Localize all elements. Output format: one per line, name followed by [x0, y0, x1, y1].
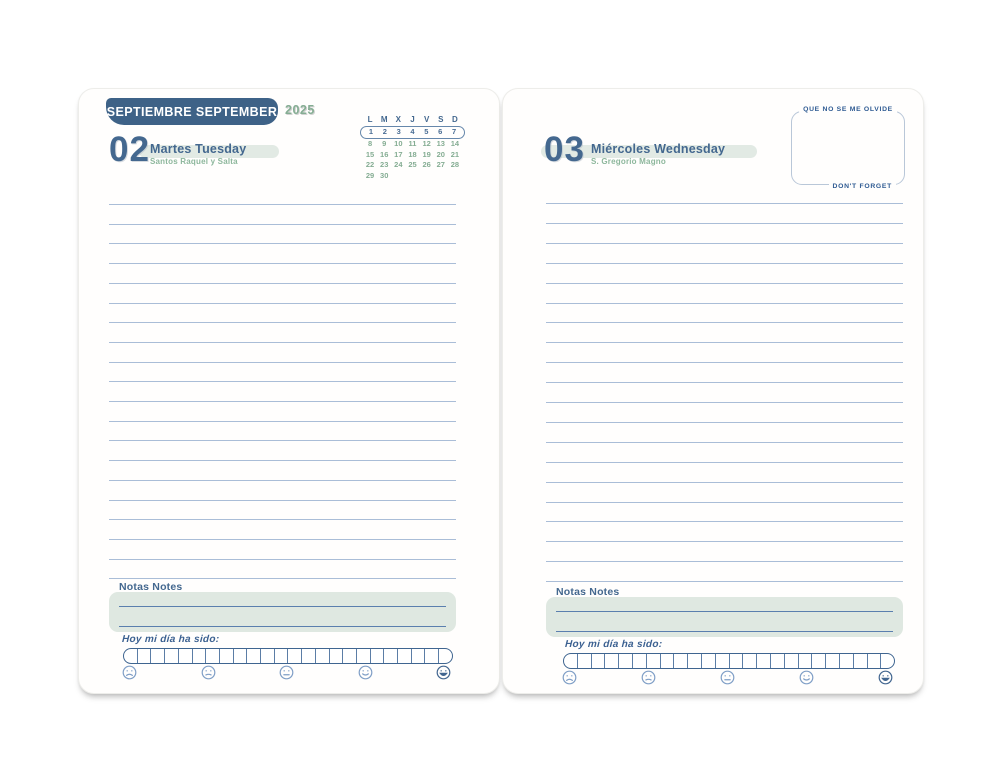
calendar-day: 12: [422, 139, 431, 148]
ruled-line: [546, 422, 903, 423]
mood-scale-segment: [179, 649, 193, 663]
calendar-row: [363, 115, 462, 126]
ruled-line: [109, 559, 456, 560]
saints-label: S. Gregorio Magno: [591, 157, 666, 166]
mood-scale-segment: [343, 649, 357, 663]
ruled-line: [109, 283, 456, 284]
neutral-face-icon: [720, 670, 735, 685]
calendar-day: 23: [380, 160, 389, 169]
mood-scale-segment: [357, 649, 371, 663]
left-page: [78, 88, 500, 694]
calendar-day: 27: [436, 160, 445, 169]
calendar-day: 13: [436, 139, 445, 148]
reminder-box: [791, 106, 905, 190]
calendar-row: [363, 149, 462, 160]
very-happy-face-icon: [878, 670, 893, 685]
mood-scale-segment: [261, 649, 275, 663]
ruled-line: [546, 442, 903, 443]
calendar-day: 20: [436, 149, 445, 159]
mood-scale-segment: [124, 649, 138, 663]
mood-scale-segment: [757, 654, 771, 668]
calendar-day: 11: [408, 139, 417, 148]
calendar-day: 28: [450, 160, 460, 169]
very-sad-face-icon: [122, 665, 137, 680]
ruled-line: [109, 519, 456, 520]
ruled-line: [109, 421, 456, 422]
mood-scale-segment: [302, 649, 316, 663]
mood-scale-segment: [840, 654, 854, 668]
ruled-line: [109, 342, 456, 343]
notes-line: [556, 611, 893, 612]
mood-scale-segment: [425, 649, 439, 663]
notes-box: [546, 597, 903, 637]
mood-scale-segment: [812, 654, 826, 668]
year-label: 2025: [285, 103, 315, 117]
mood-scale-segment: [371, 649, 385, 663]
mood-scale-segment: [743, 654, 757, 668]
sad-face-icon: [641, 670, 656, 685]
ruled-line: [546, 342, 903, 343]
ruled-line: [546, 362, 903, 363]
mood-scale-segment: [138, 649, 152, 663]
calendar-day: 9: [382, 139, 387, 148]
mood-scale-segment: [771, 654, 785, 668]
ruled-line: [109, 224, 456, 225]
ruled-line: [109, 480, 456, 481]
mood-scale-segment: [633, 654, 647, 668]
happy-face-icon: [358, 665, 373, 680]
mood-scale: [563, 653, 895, 669]
calendar-day-header: M: [380, 115, 388, 125]
mood-faces: [562, 670, 893, 686]
mood-scale-segment: [398, 649, 412, 663]
calendar-day: 6: [438, 127, 443, 137]
calendar-day: 14: [450, 139, 460, 148]
calendar-day: 30: [380, 170, 389, 180]
mood-scale-segment: [247, 649, 261, 663]
ruled-lines: [109, 204, 456, 584]
mood-scale-segment: [412, 649, 426, 663]
notes-label: Notas Notes: [119, 581, 183, 593]
ruled-line: [546, 502, 903, 503]
mood-scale-segment: [564, 654, 578, 668]
calendar-day: 16: [380, 149, 389, 159]
mood-scale-segment: [688, 654, 702, 668]
calendar-day: 18: [408, 149, 417, 159]
ruled-line: [109, 440, 456, 441]
calendar-day-header: J: [410, 115, 415, 125]
ruled-line: [109, 263, 456, 264]
calendar-day-header: V: [423, 115, 430, 125]
mood-scale-segment: [578, 654, 592, 668]
ruled-line: [109, 381, 456, 382]
day-number: 02: [109, 130, 150, 169]
calendar-day: 29: [365, 170, 375, 180]
ruled-line: [109, 578, 456, 579]
calendar-day: 1: [368, 127, 374, 137]
ruled-line: [546, 243, 903, 244]
mood-scale-segment: [316, 649, 330, 663]
mood-prompt: Hoy mi día ha sido:: [121, 634, 220, 645]
very-sad-face-icon: [562, 670, 577, 685]
calendar-row: [363, 139, 462, 150]
day-number: 03: [544, 130, 585, 169]
notes-line: [556, 631, 893, 632]
mood-scale-segment: [206, 649, 220, 663]
ruled-line: [546, 482, 903, 483]
day-name: Martes Tuesday: [150, 142, 247, 156]
calendar-day: 3: [396, 127, 401, 137]
ruled-line: [546, 223, 903, 224]
notes-line: [119, 626, 446, 627]
mood-scale-segment: [661, 654, 675, 668]
calendar-day-header: S: [438, 115, 444, 125]
calendar-day-header: X: [395, 115, 402, 125]
mood-scale: [123, 648, 453, 664]
calendar-day-header: L: [367, 115, 373, 125]
notes-label: Notas Notes: [556, 586, 620, 598]
notes-box: [109, 592, 456, 632]
mood-scale-segment: [716, 654, 730, 668]
ruled-line: [546, 203, 903, 204]
ruled-line: [109, 401, 456, 402]
mood-scale-segment: [592, 654, 606, 668]
mood-scale-segment: [854, 654, 868, 668]
month-banner: [106, 98, 278, 125]
right-page: [502, 88, 924, 694]
mood-scale-segment: [881, 654, 894, 668]
calendar-day: 17: [394, 149, 403, 159]
neutral-face-icon: [279, 665, 294, 680]
calendar-day: 5: [424, 127, 429, 137]
ruled-line: [546, 263, 903, 264]
notes-line: [119, 606, 446, 607]
mood-scale-segment: [275, 649, 289, 663]
mood-scale-segment: [439, 649, 452, 663]
ruled-line: [109, 322, 456, 323]
mood-scale-segment: [234, 649, 248, 663]
ruled-line: [546, 322, 903, 323]
mood-scale-segment: [730, 654, 744, 668]
mood-scale-segment: [619, 654, 633, 668]
mood-scale-segment: [785, 654, 799, 668]
calendar-day-header: D: [452, 115, 458, 125]
reminder-top-label: QUE NO SE ME OLVIDE: [799, 106, 897, 113]
ruled-line: [546, 462, 903, 463]
mood-scale-segment: [647, 654, 661, 668]
mood-scale-segment: [193, 649, 207, 663]
happy-face-icon: [799, 670, 814, 685]
month-banner-label: SEPTIEMBRE SEPTEMBER: [106, 104, 278, 119]
ruled-line: [109, 204, 456, 205]
mood-scale-segment: [330, 649, 344, 663]
ruled-line: [109, 362, 456, 363]
ruled-line: [546, 402, 903, 403]
calendar-row: [363, 160, 462, 171]
mood-scale-segment: [220, 649, 234, 663]
mood-scale-segment: [826, 654, 840, 668]
ruled-line: [546, 303, 903, 304]
mini-calendar: [363, 115, 462, 181]
mood-scale-segment: [605, 654, 619, 668]
mood-scale-segment: [674, 654, 688, 668]
ruled-line: [109, 303, 456, 304]
calendar-day: 4: [410, 127, 415, 137]
calendar-day: 7: [452, 127, 457, 137]
ruled-lines: [546, 203, 903, 583]
ruled-line: [109, 243, 456, 244]
mood-scale-segment: [151, 649, 165, 663]
ruled-line: [546, 382, 903, 383]
mood-scale-segment: [868, 654, 882, 668]
mood-scale-segment: [288, 649, 302, 663]
calendar-day: 10: [394, 139, 403, 148]
sad-face-icon: [201, 665, 216, 680]
calendar-day: 21: [450, 149, 460, 159]
calendar-day: 15: [365, 149, 375, 159]
ruled-line: [546, 541, 903, 542]
mood-scale-segment: [165, 649, 179, 663]
calendar-row: [363, 170, 462, 181]
calendar-row: [360, 126, 465, 139]
calendar-day: 26: [422, 160, 431, 169]
very-happy-face-icon: [436, 665, 451, 680]
reminder-bottom-label: DON'T FORGET: [829, 183, 896, 190]
ruled-line: [546, 581, 903, 582]
calendar-day: 24: [394, 160, 403, 169]
mood-scale-segment: [702, 654, 716, 668]
mood-faces: [122, 665, 451, 681]
calendar-day: 19: [422, 149, 431, 159]
day-name: Miércoles Wednesday: [591, 142, 726, 156]
calendar-day: 8: [367, 139, 373, 148]
calendar-day: 2: [382, 127, 387, 137]
ruled-line: [109, 500, 456, 501]
mood-prompt: Hoy mi día ha sido:: [564, 639, 663, 650]
ruled-line: [109, 460, 456, 461]
mood-scale-segment: [799, 654, 813, 668]
ruled-line: [546, 561, 903, 562]
calendar-day: 25: [408, 160, 417, 169]
saints-label: Santos Raquel y Salta: [150, 157, 238, 166]
calendar-day: 22: [365, 160, 375, 169]
ruled-line: [109, 539, 456, 540]
mood-scale-segment: [384, 649, 398, 663]
ruled-line: [546, 283, 903, 284]
ruled-line: [546, 521, 903, 522]
